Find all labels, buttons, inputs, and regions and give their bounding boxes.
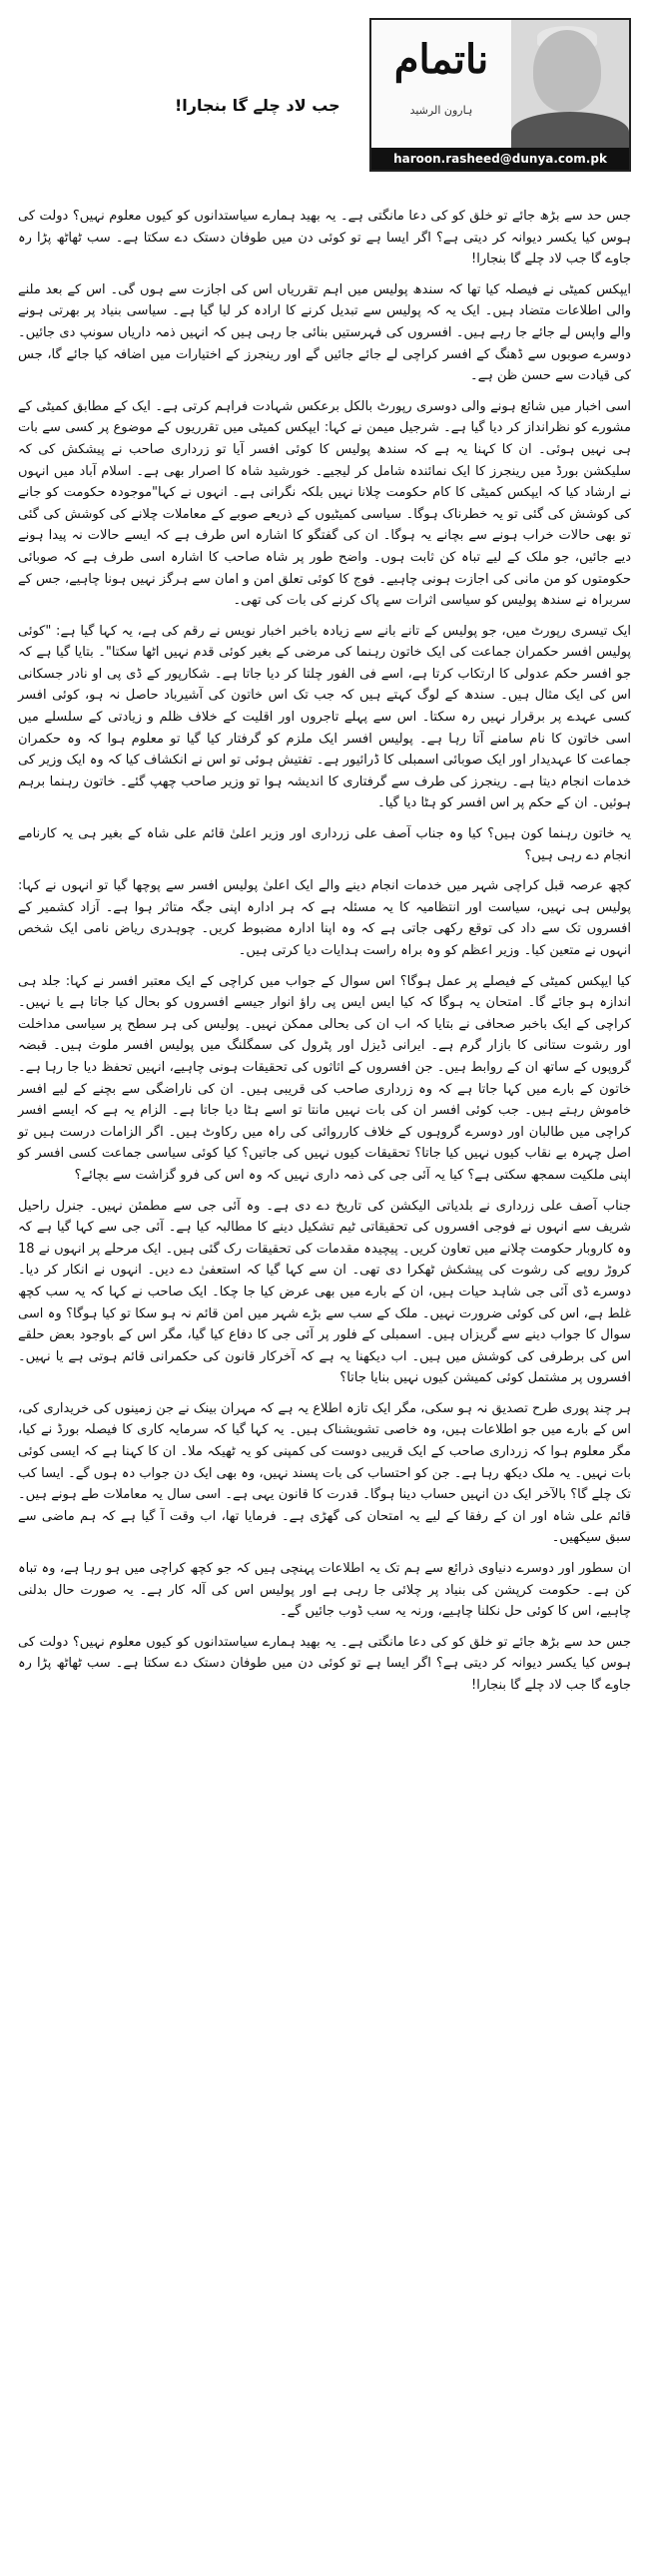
author-shoulders [511, 112, 629, 148]
column-masthead [369, 18, 631, 172]
paragraph-6: کچھ عرصہ قبل کراچی شہر میں خدمات انجام دینے والے ایک اعلیٰ پولیس افسر سے پوچھا گیا تو انہوں نے کہا: پولیس ہی نہیں، سیاست اور انتظامیہ کا یہ مسئلہ ہے کہ ہر ادارہ اپنی جگہ متاثر ہوا ہے۔ آزاد کشمیر کے افسروں تک سے داد کی توقع رکھی جاتی ہے کہ وہ اپنا ادارہ مضبوط کریں۔ چوہدری ریاض نامی ایک شخص انہوں نے متعین کیا۔ وزیر اعظم کو وہ براہ راست ہدایات دیا کرتی ہیں۔ [18, 878, 631, 958]
author-email: haroon.rasheed@dunya.com.pk [371, 148, 629, 170]
paragraph-10: ان سطور اور دوسرے دنیاوی ذرائع سے ہم تک یہ اطلاعات پہنچی ہیں کہ جو کچھ کراچی میں ہو رہا ہے، وہ تباہ کن ہے۔ حکومت کرپشن کی بنیاد پر چلائی جا رہی ہے اور پولیس اس کی آلہ کار ہے۔ یہ صورت حال بدلنی چاہیے، اس کا کوئی حل نکلنا چاہیے، ورنہ یہ سب ڈوب جائیں گے۔ [18, 1561, 631, 1620]
paragraph-2: ایپکس کمیٹی نے فیصلہ کیا تھا کہ سندھ پولیس میں اہم تقرریاں اس کی اجازت سے ہوں گی۔ اس کے بعد ملنے والی اطلاعات متضاد ہیں۔ ایک یہ کہ پولیس سے تبدیل کرنے کا ارادہ کر لیا گیا ہے۔ سیاسی بنیاد پر بھرتی ہونے والے واپس لے جائے جا رہے ہیں۔ افسروں کی فہرستیں بنائی جا رہی ہیں کہ انہیں ذمہ داریاں سونپ دی جائیں۔ دوسرے صوبوں سے ڈھنگ کے افسر کراچی لے جائے جائیں گے اور رینجرز کے اختیارات میں اضافہ کیا جائے گا، جس کی قیادت سے حسن ظن ہے۔ [18, 281, 631, 384]
column-header [0, 0, 649, 190]
paragraph-4: ایک تیسری رپورٹ میں، جو پولیس کے تانے بانے سے زیادہ باخبر اخبار نویس نے رقم کی ہے، یہ کہا گیا ہے: "کوئی پولیس افسر حکمران جماعت کی ایک خاتون رہنما کی مرضی کے بغیر کوئی قدم نہیں اٹھا سکتا"۔ بتایا گیا ہے کہ جو افسر حکم عدولی کا ارتکاب کرتا ہے، اسے فی الفور چلتا کر دیا جاتا ہے۔ شکارپور کے ڈی پی او نادر جسکانی اس کی ایک مثال ہیں۔ سندھ کے لوگ کہتے ہیں کہ جب تک اس خاتون کی آشیرباد حاصل نہ ہو، کوئی افسر کسی عہدے پر برقرار نہیں رہ سکتا۔ اس سے پہلے تاجروں اور اقلیت کے خلاف ظلم و زیادتی کے سلسلے میں اسی خاتون کا نام سامنے آتا رہا ہے۔ پولیس افسر ایک ملزم کو گرفتار کیا گیا تو معلوم ہوا کہ وہ حکمران جماعت کا عہدیدار اور ایک صوبائی اسمبلی کا ڈرائیور ہے۔ تفتیش ہوئی تو اس نے انکشاف کیا کہ وہ ایک وزیر کی خدمات انجام دیتا ہے۔ رینجرز کی طرف سے گرفتاری کا اندیشہ ہوا تو وزیر صاحب چھپ گئے۔ خاتون رہنما برہم ہوئیں۔ ان کے حکم پر اس افسر کو ہٹا دیا گیا۔ [18, 623, 631, 811]
paragraph-1: جس حد سے بڑھ جائے تو خلق کو کی دعا مانگتی ہے۔ یہ بھید ہمارے سیاستدانوں کو کیوں معلوم نہیں؟ دولت کی ہوس کیا یکسر دیوانہ کر دیتی ہے؟ اگر ایسا ہے تو کوئی دن میں طوفان دستک دے سکتا ہے۔ سب ٹھاٹھ پڑا رہ جاوے گا جب لاد چلے گا بنجارا! [18, 209, 631, 267]
paragraph-11: جس حد سے بڑھ جائے تو خلق کو کی دعا مانگتی ہے۔ یہ بھید ہمارے سیاستدانوں کو کیوں معلوم نہیں؟ دولت کی ہوس کیا یکسر دیوانہ کر دیتی ہے؟ اگر ایسا ہے تو کوئی دن میں طوفان دستک دے سکتا ہے۔ سب ٹھاٹھ پڑا رہ جاوے گا جب لاد چلے گا بنجارا! [18, 1634, 631, 1693]
column-brand-name: ناتمام [393, 36, 489, 83]
paragraph-3: اسی اخبار میں شائع ہونے والی دوسری رپورٹ بالکل برعکس شہادت فراہم کرتی ہے۔ ایک کے مطابق کمیٹی کے مشورے کو نظرانداز کر دیا گیا ہے۔ شرجیل میمن نے کہا: ایپکس کمیٹی میں تقرریوں کے موضوع پر کسی سے بات ہی نہیں ہوئی۔ ان کا کہنا یہ ہے کہ سندھ پولیس کا کوئی افسر آیا تو زرداری صاحب نے پیشکش کی کہ سلیکشن بورڈ میں رینجرز کا ایک نمائندہ شامل کر لیجیے۔ خورشید شاہ کا اصرار بھی ہے۔ اسلام آباد میں انہوں نے ارشاد کیا کہ ایپکس کمیٹی کا کام حکومت چلانا نہیں بلکہ نگرانی ہے۔ انہوں نے کہا"موجودہ حکومت کو جانے کی کوشش کی گئی تو یہ خطرناک ہوگا۔ سیاسی کمیٹیوں کے ذریعے صوبے کے معاملات چلانے کی کوشش کی گئی تو بھی حالات خراب ہونے سے بچانے یہ ہوگا۔ ان کی گفتگو کا اشارہ اس طرف ہے کہ ایسے حالات نہ پیدا ہونے دیے جائیں، جو ملک کے لیے تباہ کن ثابت ہوں۔ واضح طور پر شاہ صاحب کا اشارہ اسی طرف ہے کہ صوبائی حکومتوں کو من مانی کی اجازت ہونی چاہیے۔ فوج کا کوئی تعلق امن و امان سے ہرگز نہیں ہونا چاہیے، جس کے سربراہ نے سندھ پولیس کو سیاسی اثرات سے پاک کرنے کی بات کی تھی۔ [18, 398, 631, 609]
paragraph-8: جناب آصف علی زرداری نے بلدیاتی الیکشن کی تاریخ دے دی ہے۔ وہ آئی جی سے مطمئن نہیں۔ جنرل راحیل شریف سے انہوں نے فوجی افسروں کی تحقیقاتی ٹیم تشکیل دینے کا مطالبہ کیا ہے۔ آئی جی سے کہا گیا ہے کہ وہ کاروبار حکومت چلانے میں تعاون کریں۔ پیچیدہ مقدمات کی تحقیقات رک گئی ہیں۔ ایک مرحلے پر انہوں نے 18 کروڑ روپے کی رشوت کی پیشکش ٹھکرا دی تھی۔ ان سے کہا گیا کہ استعفیٰ دے دیں۔ انہوں نے انکار کر دیا۔ دوسرے ڈی آئی جی شاہد حیات ہیں، ان کے بارے میں بھی عرض کیا جا چکا۔ ایک صاحب نے کہا کہ یہ سب کچھ غلط ہے، اس کی کوئی ضرورت نہیں۔ ملک کے سب سے بڑے شہر میں امن قائم نہ ہو سکا تو کیا ہوگا؟ وہ اسی سوال کا جواب دینے سے گریزاں ہیں۔ اسمبلی کے فلور پر آئی جی کا دفاع کیا گیا، مگر اس کے باوجود بعض حلقے اس کی برطرفی کی کوشش میں ہیں۔ اب دیکھنا یہ ہے کہ آخرکار قانون کی حکمرانی قائم ہوتی ہے یا نہیں۔ افسروں پر مشتمل کوئی کمیشن کیوں نہیں بنایا جاتا؟ [18, 1198, 631, 1386]
article-body [18, 206, 631, 1706]
author-name: ہارون الرشید [409, 104, 473, 117]
column-title: جب لاد چلے گا بنجارا! [175, 96, 340, 115]
paragraph-7: کیا ایپکس کمیٹی کے فیصلے پر عمل ہوگا؟ اس سوال کے جواب میں کراچی کے ایک معتبر افسر نے کہا: جلد ہی اندازہ ہو جائے گا۔ امتحان یہ ہوگا کہ کیا ایس ایس پی راؤ انوار جیسے افسروں کو بحال کیا جاتا ہے یا نہیں۔ کراچی کے ایک باخبر صحافی نے بتایا کہ اب ان کی بحالی ممکن نہیں۔ پولیس کی ہر سطح پر سیاسی مداخلت اور رشوت ستانی کا بازار گرم ہے۔ ایرانی ڈیزل اور پٹرول کی سمگلنگ میں پولیس افسر ملوث ہیں۔ قبضہ گروپوں کے ساتھ ان کے روابط ہیں۔ جن افسروں کے اثاثوں کی تحقیقات ہونی چاہیے، انہیں تحفظ دیا جا رہا ہے۔ خاتون کے بارے میں کہا جاتا ہے کہ وہ زرداری صاحب کی قریبی ہیں۔ ان کی ناراضگی سے بچنے کے لیے افسر خاموش رہتے ہیں۔ جب کوئی افسر ان کی بات نہیں مانتا تو اسے ہٹا دیا جاتا ہے۔ الزام یہ ہے کہ ایسے افسر کراچی میں طالبان اور دوسرے گروہوں کے خلاف کارروائی کی راہ میں رکاوٹ ہیں۔ اگر الزامات درست ہیں تو اصل چہرہ بے نقاب کیوں نہیں کیا جاتا؟ تحقیقات کیوں نہیں کی جاتیں؟ کیا کوئی سیاسی جماعت کسی افسر کو اپنی ملکیت سمجھ سکتی ہے؟ کیا یہ آئی جی کی ذمہ داری نہیں کہ وہ اس کی فرو گزاشت سے بچائے؟ [18, 973, 631, 1183]
paragraph-5: یہ خاتون رہنما کون ہیں؟ کیا وہ جناب آصف علی زرداری اور وزیر اعلیٰ قائم علی شاہ کے بغیر ہی یہ کارنامے انجام دے رہی ہیں؟ [18, 826, 631, 863]
author-photo [511, 20, 629, 148]
author-face [533, 30, 601, 112]
paragraph-9: ہر چند پوری طرح تصدیق نہ ہو سکی، مگر ایک تازہ اطلاع یہ ہے کہ مہران بینک نے جن زمینوں کی خریداری کی، اس کے بارے میں جو اطلاعات ہیں، وہ خاصی تشویشناک ہیں۔ یہ کہا گیا کہ سرمایہ کاری کا فیصلہ بورڈ نے کیا، مگر معلوم ہوا کہ زرداری صاحب کے ایک قریبی دوست کی کمپنی کو یہ ٹھیکہ ملا۔ ان کا کہنا ہے کہ ایسی کوئی بات نہیں۔ یہ ملک دیکھ رہا ہے۔ جن کو احتساب کی بات پسند نہیں، وہ بھی ایک دن جواب دہ ہوں گے۔ ایسا کب تک چلے گا؟ بالآخر ایک دن انہیں حساب دینا ہوگا۔ قدرت کا قانون یہی ہے۔ اسی سال یہ معاملات طے ہونے ہیں۔ قائم علی شاہ اور ان کے رفقا کے لیے یہ امتحان کی گھڑی ہے۔ فرمایا تھا، اب وقت آ گیا ہے کہ ہم ماضی سے سبق سیکھیں۔ [18, 1400, 631, 1546]
